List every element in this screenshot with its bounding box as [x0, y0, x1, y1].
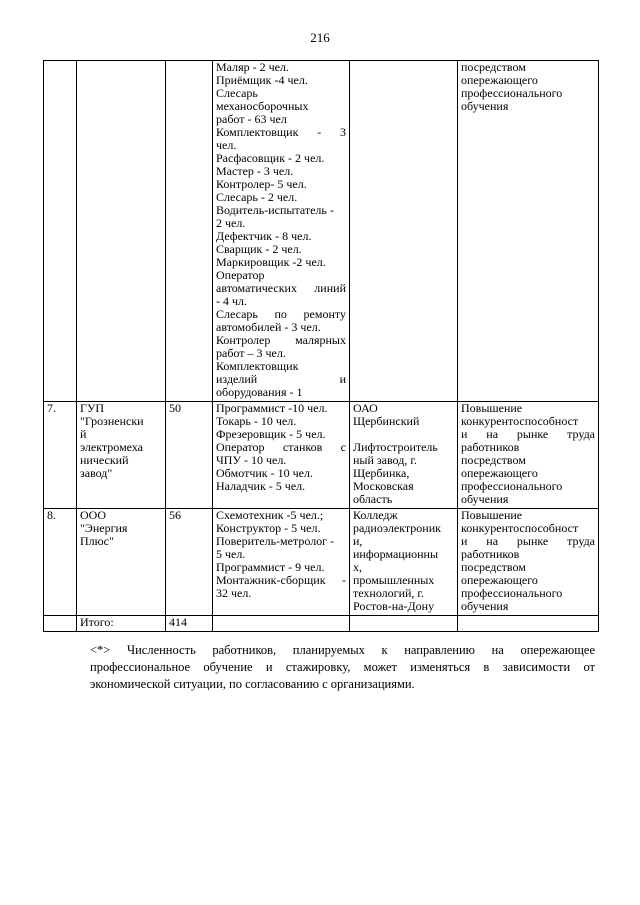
training-goal-cell-line: и на рынке труда — [461, 427, 595, 441]
training-partner-cell-line: и, — [353, 534, 363, 548]
training-goal-cell-line: и на рынке труда — [461, 534, 595, 548]
training-partner-cell-line: ОАО — [353, 401, 378, 415]
training-partner-cell-line: Ростов-на-Дону — [353, 599, 435, 613]
professions-cell-line: Оператор — [216, 268, 265, 282]
training-goal-cell — [458, 61, 599, 402]
professions-cell-line: - 4 чл. — [216, 294, 248, 308]
training-partner-cell-line: Щербинка, — [353, 466, 410, 480]
professions-cell-line: Комплектовщик — [216, 359, 299, 373]
professions-cell — [213, 61, 350, 402]
professions-cell-line: ЧПУ - 10 чел. — [216, 453, 287, 467]
professions-cell-line: Оператор станков с — [216, 440, 346, 454]
employee-count-cell: 50 — [166, 402, 213, 509]
professions-cell-line: изделий и — [216, 372, 346, 386]
training-partner-cell-line: область — [353, 492, 393, 506]
total-empty-cell — [213, 616, 350, 632]
professions-cell-line: Приёмщик -4 чел. — [216, 73, 308, 87]
training-goal-cell-line: опережающего — [461, 573, 538, 587]
training-partner-cell-line: информационны — [353, 547, 439, 561]
training-partner-cell-line: технологий, г. — [353, 586, 424, 600]
total-row — [44, 616, 599, 632]
training-goal-cell-line: конкурентоспособност — [461, 521, 579, 535]
organization-cell-line: ООО — [80, 508, 106, 522]
organization-cell — [77, 61, 166, 402]
training-goal-cell-line: опережающего — [461, 466, 538, 480]
professions-cell-line: Маркировщик -2 чел. — [216, 255, 326, 269]
total-empty-cell — [458, 616, 599, 632]
professions-cell-line: Слесарь - 2 чел. — [216, 190, 298, 204]
training-partner-cell-line: Щербинский — [353, 414, 420, 428]
professions-cell-line: Схемотехник -5 чел.; — [216, 508, 324, 522]
training-goal-cell-line: профессионального — [461, 586, 563, 600]
training-goal-cell-line: посредством — [461, 60, 526, 74]
organization-cell-line: завод" — [80, 466, 113, 480]
professions-cell-line: Программист -10 чел. — [216, 401, 328, 415]
professions-cell-line: 32 чел. — [216, 586, 252, 600]
professions-cell-line: Обмотчик - 10 чел. — [216, 466, 313, 480]
organization-cell-line: электромеха — [80, 440, 144, 454]
organization-cell-line: нический — [80, 453, 129, 467]
training-goal-cell-line: опережающего — [461, 73, 538, 87]
professions-cell-line: Слесарь по ремонту — [216, 307, 346, 321]
professions-cell-line: оборудования - 1 — [216, 385, 303, 399]
professions-cell-line: Монтажник-сборщик - — [216, 573, 346, 587]
professions-cell-line: 5 чел. — [216, 547, 246, 561]
training-goal-cell-line: посредством — [461, 560, 526, 574]
professions-cell — [213, 402, 350, 509]
training-goal-cell — [458, 402, 599, 509]
footnote-marker: <*> — [90, 643, 111, 657]
professions-cell-line: Маляр - 2 чел. — [216, 60, 289, 74]
training-table — [43, 60, 599, 632]
organization-cell — [77, 509, 166, 616]
professions-cell — [213, 509, 350, 616]
professions-cell-line: автомобилей - 3 чел. — [216, 320, 321, 334]
professions-cell-line: Контролер- 5 чел. — [216, 177, 307, 191]
organization-cell-line: й — [80, 427, 87, 441]
training-partner-cell — [350, 402, 458, 509]
training-goal-cell — [458, 509, 599, 616]
row-number-cell: 7. — [44, 402, 77, 509]
training-partner-cell — [350, 61, 458, 402]
training-goal-cell-line: обучения — [461, 492, 509, 506]
professions-cell-line: автоматических линий — [216, 281, 346, 295]
total-value-cell: 414 — [166, 616, 213, 632]
training-partner-cell-line: радиоэлектроник — [353, 521, 441, 535]
professions-cell-line: Сварщик - 2 чел. — [216, 242, 302, 256]
training-goal-cell-line: работников — [461, 547, 520, 561]
organization-cell-line: "Грозненски — [80, 414, 144, 428]
training-goal-cell-line: посредством — [461, 453, 526, 467]
training-goal-cell-line: обучения — [461, 599, 509, 613]
training-partner-cell-line: х, — [353, 560, 362, 574]
professions-cell-line: работ – 3 чел. — [216, 346, 286, 360]
total-empty-cell — [350, 616, 458, 632]
table-row — [44, 61, 599, 402]
employee-count-cell — [166, 61, 213, 402]
training-goal-cell-line: Повышение — [461, 401, 523, 415]
professions-cell-line: механосборочных — [216, 99, 309, 113]
professions-cell-line: Наладчик - 5 чел. — [216, 479, 306, 493]
table-body — [44, 61, 599, 632]
professions-cell-line: чел. — [216, 138, 237, 152]
professions-cell-line: Поверитель-метролог - — [216, 534, 335, 548]
professions-cell-line: Конструктор - 5 чел. — [216, 521, 321, 535]
professions-cell-line: Водитель-испытатель - — [216, 203, 334, 217]
training-goal-cell-line: работников — [461, 440, 520, 454]
training-goal-cell-line: профессионального — [461, 479, 563, 493]
professions-cell-line: Дефектчик - 8 чел. — [216, 229, 312, 243]
footnote-text: Численность работников, планируемых к направлению на опережающее профессиональное обучение и стажировку, может изменяться в зависимости от экономической ситуации, по согласованию с организациями. — [90, 643, 595, 691]
professions-cell-line: Токарь - 10 чел. — [216, 414, 297, 428]
professions-cell-line: работ - 63 чел — [216, 112, 287, 126]
training-partner-cell-line: Лифтостроитель — [353, 440, 438, 454]
footnote — [90, 642, 595, 693]
row-number-cell: 8. — [44, 509, 77, 616]
professions-cell-line: Слесарь — [216, 86, 258, 100]
table-row — [44, 402, 599, 509]
training-partner-cell-line: ный завод, г. — [353, 453, 417, 467]
training-goal-cell-line: обучения — [461, 99, 509, 113]
professions-cell-line: Мастер - 3 чел. — [216, 164, 294, 178]
professions-cell-line: 2 чел. — [216, 216, 246, 230]
professions-cell-line: Фрезеровщик - 5 чел. — [216, 427, 326, 441]
training-partner-cell-line: промышленных — [353, 573, 435, 587]
professions-cell-line: Программист - 9 чел. — [216, 560, 325, 574]
organization-cell — [77, 402, 166, 509]
training-partner-cell-line: Московская — [353, 479, 414, 493]
organization-cell-line: ГУП — [80, 401, 105, 415]
training-partner-cell-line: Колледж — [353, 508, 398, 522]
row-number-cell — [44, 61, 77, 402]
organization-cell-line: Плюс" — [80, 534, 114, 548]
organization-cell-line: "Энергия — [80, 521, 128, 535]
training-goal-cell-line: Повышение — [461, 508, 523, 522]
training-goal-cell-line: профессионального — [461, 86, 563, 100]
training-partner-cell — [350, 509, 458, 616]
page-number: 216 — [310, 30, 330, 45]
employee-count-cell: 56 — [166, 509, 213, 616]
table-row — [44, 509, 599, 616]
total-empty-cell — [44, 616, 77, 632]
professions-cell-line: Комплектовщик - 3 — [216, 125, 346, 139]
professions-cell-line: Расфасовщик - 2 чел. — [216, 151, 325, 165]
total-label-cell: Итого: — [77, 616, 166, 632]
training-goal-cell-line: конкурентоспособност — [461, 414, 579, 428]
professions-cell-line: Контролер малярных — [216, 333, 346, 347]
